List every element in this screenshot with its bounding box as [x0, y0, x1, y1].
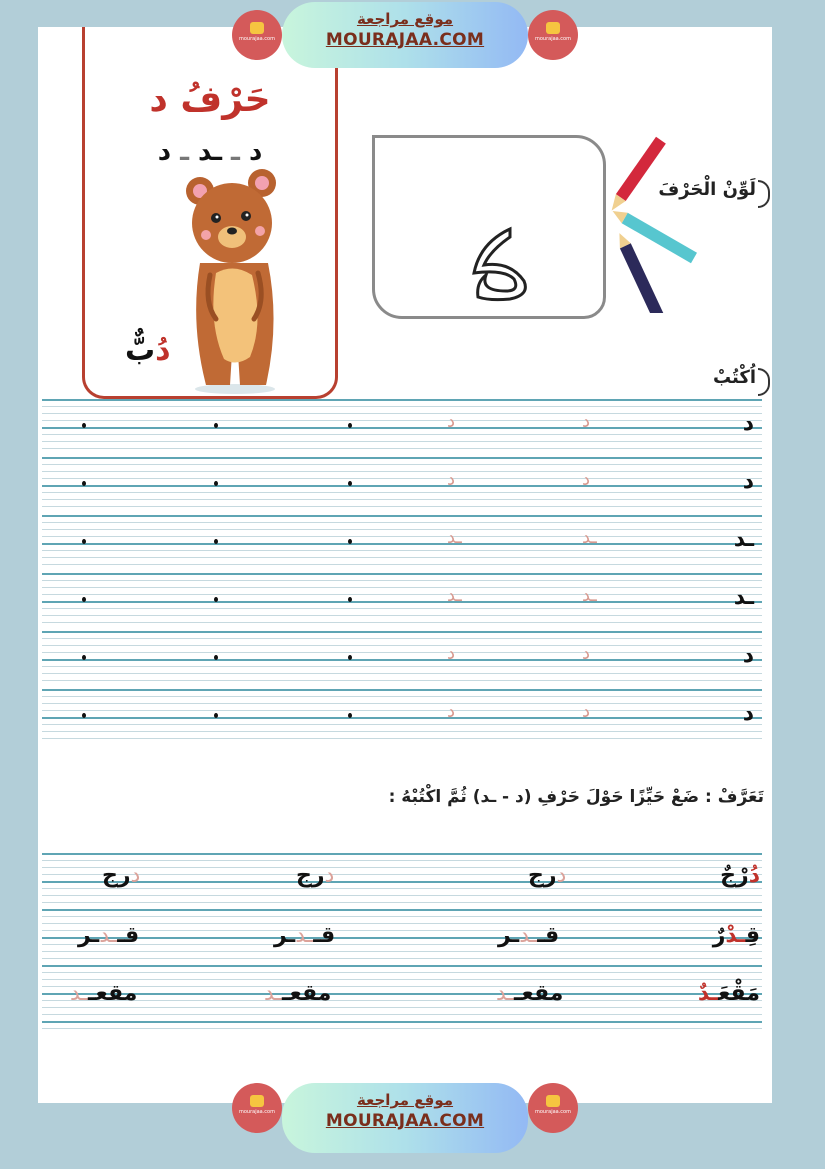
- trace-letter[interactable]: د: [582, 469, 591, 490]
- word-practice-area[interactable]: [42, 853, 762, 1033]
- ruled-line: [42, 587, 762, 588]
- trace-letter[interactable]: ـد: [447, 585, 462, 606]
- ruled-line: [42, 601, 762, 603]
- ruled-line: [42, 986, 762, 987]
- practice-word-2c[interactable]: قــدـر: [78, 923, 140, 948]
- ruled-line: [42, 615, 762, 616]
- ruled-line: [42, 951, 762, 952]
- watermark-badge-right-bottom: mourajaa.com: [528, 1083, 578, 1133]
- watermark-arabic: موقع مراجعة: [356, 10, 454, 28]
- ruled-line: [42, 573, 762, 575]
- book-icon: [250, 22, 264, 34]
- writing-practice-area[interactable]: [42, 399, 762, 763]
- ruled-line: [42, 888, 762, 889]
- identify-instruction: تَعَرَّفْ : ضَعْ حَيِّزًا حَوْلَ حَرْفِ (د - ـد) ثُمَّ اكْتُبْهُ :: [388, 787, 764, 807]
- ruled-line: [42, 1021, 762, 1023]
- model-letter: د: [742, 469, 754, 494]
- ruled-line: [42, 703, 762, 704]
- ruled-line: [42, 909, 762, 911]
- ruled-line: [42, 543, 762, 545]
- ruled-line: [42, 580, 762, 581]
- model-letter: د: [742, 411, 754, 436]
- ruled-line: [42, 471, 762, 472]
- book-icon: [250, 1095, 264, 1107]
- trace-letter[interactable]: ـد: [447, 527, 462, 548]
- model-letter: ـد: [733, 585, 754, 610]
- practice-word-3b[interactable]: مقعــد: [264, 981, 332, 1006]
- ruled-line: [42, 420, 762, 421]
- start-dot: [214, 655, 218, 660]
- watermark-banner-top[interactable]: [282, 2, 528, 68]
- ruled-line: [42, 895, 762, 896]
- ruled-line: [42, 944, 762, 945]
- watermark-latin: MOURAJAA.COM: [325, 1111, 485, 1131]
- ruled-line: [42, 738, 762, 739]
- ruled-line: [42, 1014, 762, 1015]
- letter-card: [82, 27, 338, 399]
- ruled-line: [42, 689, 762, 691]
- ruled-line: [42, 506, 762, 507]
- ruled-line: [42, 874, 762, 875]
- watermark-badge-left: mourajaa.com: [232, 10, 282, 60]
- ruled-line: [42, 930, 762, 931]
- ruled-line: [42, 853, 762, 855]
- practice-word-1a[interactable]: درج: [528, 863, 567, 888]
- ruled-line: [42, 564, 762, 565]
- trace-letter[interactable]: د: [582, 411, 591, 432]
- start-dot: [82, 713, 86, 718]
- watermark-latin: MOURAJAA.COM: [325, 30, 485, 50]
- ruled-line: [42, 902, 762, 903]
- start-dot: [82, 597, 86, 602]
- ruled-line: [42, 434, 762, 435]
- ruled-line: [42, 529, 762, 530]
- model-word-1: دُرْجٌ: [720, 863, 760, 888]
- ruled-line: [42, 881, 762, 883]
- ruled-line: [42, 499, 762, 500]
- practice-word-1c[interactable]: درج: [102, 863, 141, 888]
- ruled-line: [42, 406, 762, 407]
- start-dot: [82, 655, 86, 660]
- ruled-line: [42, 965, 762, 967]
- outline-letter-dal[interactable]: [440, 215, 560, 315]
- ruled-line: [42, 1007, 762, 1008]
- trace-letter[interactable]: ـد: [582, 585, 597, 606]
- start-dot: [348, 423, 352, 428]
- trace-letter[interactable]: د: [447, 701, 456, 722]
- trace-letter[interactable]: ـد: [582, 527, 597, 548]
- ruled-line: [42, 680, 762, 681]
- model-word-2: قِـدْرٌ: [712, 923, 760, 948]
- ruled-line: [42, 972, 762, 973]
- start-dot: [82, 539, 86, 544]
- ruled-line: [42, 478, 762, 479]
- start-dot: [214, 597, 218, 602]
- ruled-line: [42, 724, 762, 725]
- card-title: حَرْفُ د: [149, 79, 271, 120]
- ruled-line: [42, 608, 762, 609]
- ruled-line: [42, 1028, 762, 1029]
- bear-illustration: [180, 163, 290, 395]
- ruled-line: [42, 594, 762, 595]
- start-dot: [214, 423, 218, 428]
- practice-word-2b[interactable]: قــدـر: [274, 923, 336, 948]
- ruled-line: [42, 659, 762, 661]
- practice-word-2a[interactable]: قــدـر: [498, 923, 560, 948]
- practice-word-3c[interactable]: مقعــد: [70, 981, 138, 1006]
- ruled-line: [42, 399, 762, 401]
- ruled-line: [42, 448, 762, 449]
- start-dot: [82, 423, 86, 428]
- ruled-line: [42, 731, 762, 732]
- watermark-banner-bottom[interactable]: [282, 1083, 528, 1153]
- start-dot: [214, 713, 218, 718]
- start-dot: [214, 539, 218, 544]
- ruled-line: [42, 457, 762, 459]
- model-letter: ـد: [733, 527, 754, 552]
- trace-letter[interactable]: د: [582, 701, 591, 722]
- ruled-line: [42, 958, 762, 959]
- start-dot: [348, 597, 352, 602]
- ruled-line: [42, 645, 762, 646]
- watermark-badge-left-bottom: mourajaa.com: [232, 1083, 282, 1133]
- ruled-line: [42, 710, 762, 711]
- ruled-line: [42, 916, 762, 917]
- practice-word-3a[interactable]: مقعــد: [496, 981, 564, 1006]
- ruled-line: [42, 522, 762, 523]
- model-word-3: مَقْعَـدٌ: [697, 981, 760, 1006]
- practice-word-1b[interactable]: درج: [296, 863, 335, 888]
- start-dot: [348, 713, 352, 718]
- ruled-line: [42, 696, 762, 697]
- heading-write: اُكْتُبْ: [713, 367, 764, 388]
- start-dot: [348, 539, 352, 544]
- ruled-line: [42, 652, 762, 653]
- ruled-line: [42, 923, 762, 924]
- ruled-line: [42, 492, 762, 493]
- ruled-line: [42, 717, 762, 719]
- ruled-line: [42, 464, 762, 465]
- ruled-line: [42, 631, 762, 633]
- ruled-line: [42, 557, 762, 558]
- ruled-line: [42, 485, 762, 487]
- start-dot: [82, 481, 86, 486]
- start-dot: [348, 481, 352, 486]
- watermark-arabic: موقع مراجعة: [356, 1091, 454, 1109]
- worksheet-page: [38, 27, 772, 1103]
- ruled-line: [42, 979, 762, 980]
- colored-pencils-icon: [588, 133, 718, 313]
- ruled-line: [42, 622, 762, 623]
- ruled-line: [42, 515, 762, 517]
- ruled-line: [42, 441, 762, 442]
- trace-letter[interactable]: د: [582, 643, 591, 664]
- watermark-badge-right: mourajaa.com: [528, 10, 578, 60]
- trace-letter[interactable]: د: [447, 469, 456, 490]
- ruled-line: [42, 993, 762, 995]
- trace-letter[interactable]: د: [447, 411, 456, 432]
- model-letter: د: [742, 701, 754, 726]
- letter-forms: د ـ ـد ـ د: [157, 137, 263, 167]
- trace-letter[interactable]: د: [447, 643, 456, 664]
- example-word: دُبٌّ: [125, 333, 171, 368]
- ruled-line: [42, 536, 762, 537]
- book-icon: [546, 22, 560, 34]
- ruled-line: [42, 427, 762, 429]
- ruled-line: [42, 937, 762, 939]
- ruled-line: [42, 666, 762, 667]
- ruled-line: [42, 673, 762, 674]
- start-dot: [214, 481, 218, 486]
- book-icon: [546, 1095, 560, 1107]
- model-letter: د: [742, 643, 754, 668]
- ruled-line: [42, 867, 762, 868]
- ruled-line: [42, 1000, 762, 1001]
- start-dot: [348, 655, 352, 660]
- ruled-line: [42, 413, 762, 414]
- ruled-line: [42, 638, 762, 639]
- ruled-line: [42, 550, 762, 551]
- ruled-line: [42, 860, 762, 861]
- heading-color-letter: لَوِّنْ الْحَرْفَ: [658, 179, 764, 200]
